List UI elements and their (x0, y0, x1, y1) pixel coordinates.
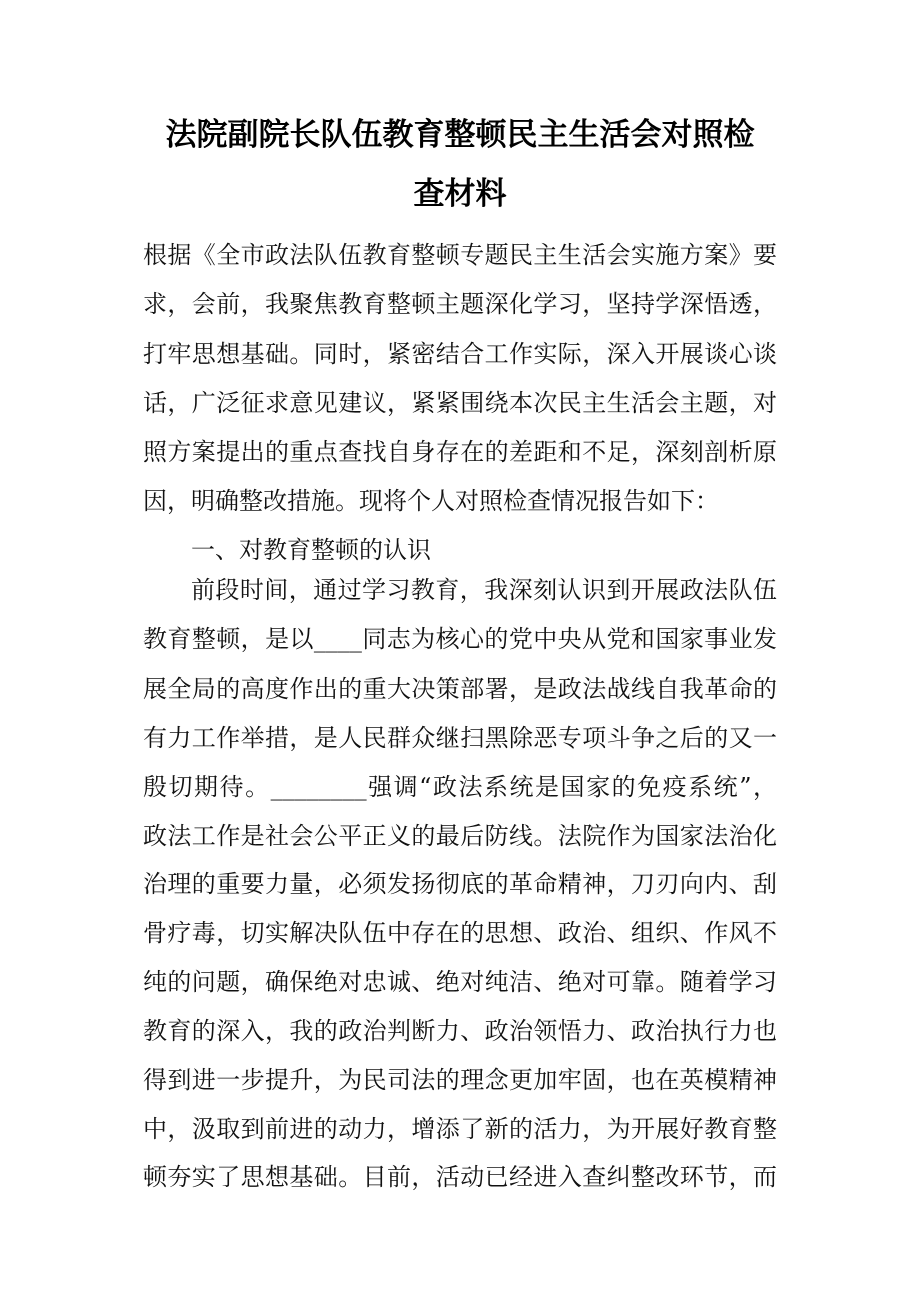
body-line: 纯的问题，确保绝对忠诚、绝对纯洁、绝对可靠。随着学习 (143, 968, 777, 996)
intro-line: 话，广泛征求意见建议，紧紧围绕本次民主生活会主题，对 (143, 389, 777, 417)
intro-line: 因，明确整改措施。现将个人对照检查情况报告如下： (143, 487, 719, 515)
body-line: 展全局的高度作出的重大决策部署，是政法战线自我革命的 (143, 675, 777, 703)
body-line: 殷切期待。________强调“政法系统是国家的免疫系统”， (143, 773, 777, 801)
body-line: 得到进一步提升，为民司法的理念更加牢固，也在英模精神 (143, 1066, 777, 1094)
body-line: 顿夯实了思想基础。目前，活动已经进入查纠整改环节，而 (143, 1163, 777, 1191)
body-line: 骨疗毒，切实解决队伍中存在的思想、政治、组织、作风不 (143, 919, 777, 947)
body-line: 前段时间，通过学习教育，我深刻认识到开展政法队伍 (191, 576, 777, 604)
body-line: 政法工作是社会公平正义的最后防线。法院作为国家法治化 (143, 822, 777, 850)
body-line: 教育整顿，是以____同志为核心的党中央从党和国家事业发 (143, 625, 777, 653)
intro-line: 根据《全市政法队伍教育整顿专题民主生活会实施方案》要 (143, 241, 777, 269)
body-line: 治理的重要力量，必须发扬彻底的革命精神，刀刃向内、刮 (143, 870, 777, 898)
body-line: 教育的深入，我的政治判断力、政治领悟力、政治执行力也 (143, 1017, 777, 1045)
body-line: 中，汲取到前进的动力，增添了新的活力，为开展好教育整 (143, 1115, 777, 1143)
intro-line: 照方案提出的重点查找自身存在的差距和不足，深刻剖析原 (143, 438, 777, 466)
section-heading: 一、对教育整顿的认识 (191, 536, 431, 564)
intro-line: 求，会前，我聚焦教育整顿主题深化学习，坚持学深悟透， (143, 290, 777, 318)
document-title-line-2: 查材料 (413, 176, 507, 212)
body-line: 有力工作举措，是人民群众继扫黑除恶专项斗争之后的又一 (143, 724, 777, 752)
intro-line: 打牢思想基础。同时，紧密结合工作实际，深入开展谈心谈 (143, 340, 777, 368)
document-title-line-1: 法院副院长队伍教育整顿民主生活会对照检 (165, 117, 755, 153)
